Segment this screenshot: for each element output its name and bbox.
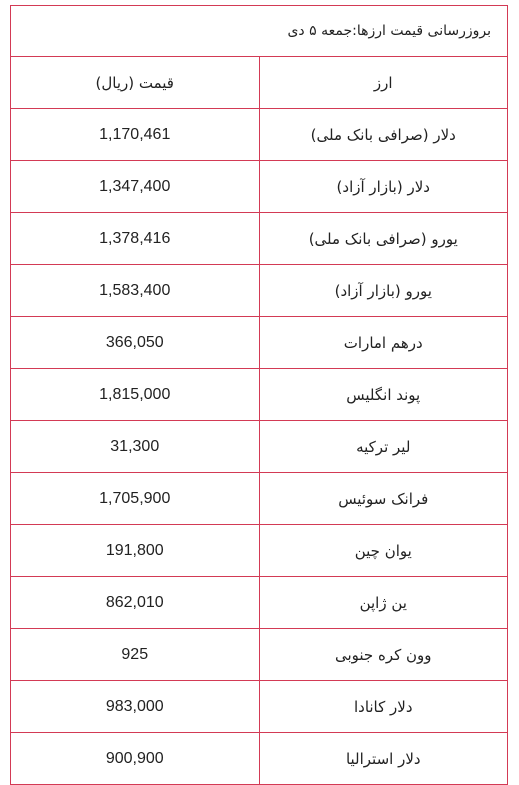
table-row: [11, 421, 508, 473]
table-row: [11, 317, 508, 369]
currency-name: فرانک سوئیس: [259, 473, 508, 525]
currency-name: دلار استرالیا: [259, 733, 508, 785]
currency-name: یورو (صرافی بانک ملی): [259, 213, 508, 265]
column-header-currency: ارز: [259, 57, 508, 109]
currency-name: یوان چین: [259, 525, 508, 577]
column-header-price: قیمت (ریال): [11, 57, 260, 109]
table-row: [11, 213, 508, 265]
currency-name: پوند انگلیس: [259, 369, 508, 421]
currency-price-table: [10, 5, 508, 785]
table-row: [11, 473, 508, 525]
currency-name: درهم امارات: [259, 317, 508, 369]
table-row: [11, 681, 508, 733]
currency-price: 366,050: [11, 317, 260, 369]
table-title-row: [11, 6, 508, 57]
table-title: بروزرسانی قیمت ارزها:جمعه ۵ دی: [11, 6, 508, 57]
currency-price: 1,815,000: [11, 369, 260, 421]
currency-price: 1,347,400: [11, 161, 260, 213]
currency-price: 1,378,416: [11, 213, 260, 265]
currency-price: 862,010: [11, 577, 260, 629]
currency-price-table-container: [10, 5, 508, 785]
currency-price: 1,170,461: [11, 109, 260, 161]
currency-price: 1,705,900: [11, 473, 260, 525]
currency-price: 1,583,400: [11, 265, 260, 317]
currency-name: وون کره جنوبی: [259, 629, 508, 681]
table-row: [11, 733, 508, 785]
currency-name: لیر ترکیه: [259, 421, 508, 473]
table-row: [11, 265, 508, 317]
currency-price: 900,900: [11, 733, 260, 785]
table-row: [11, 577, 508, 629]
currency-name: دلار (بازار آزاد): [259, 161, 508, 213]
table-row: [11, 161, 508, 213]
currency-name: ین ژاپن: [259, 577, 508, 629]
table-row: [11, 629, 508, 681]
currency-price: 925: [11, 629, 260, 681]
currency-name: دلار (صرافی بانک ملی): [259, 109, 508, 161]
currency-name: دلار کانادا: [259, 681, 508, 733]
table-row: [11, 369, 508, 421]
currency-price: 31,300: [11, 421, 260, 473]
table-row: [11, 525, 508, 577]
table-header-row: [11, 57, 508, 109]
currency-price: 191,800: [11, 525, 260, 577]
currency-name: یورو (بازار آزاد): [259, 265, 508, 317]
currency-price: 983,000: [11, 681, 260, 733]
table-row: [11, 109, 508, 161]
